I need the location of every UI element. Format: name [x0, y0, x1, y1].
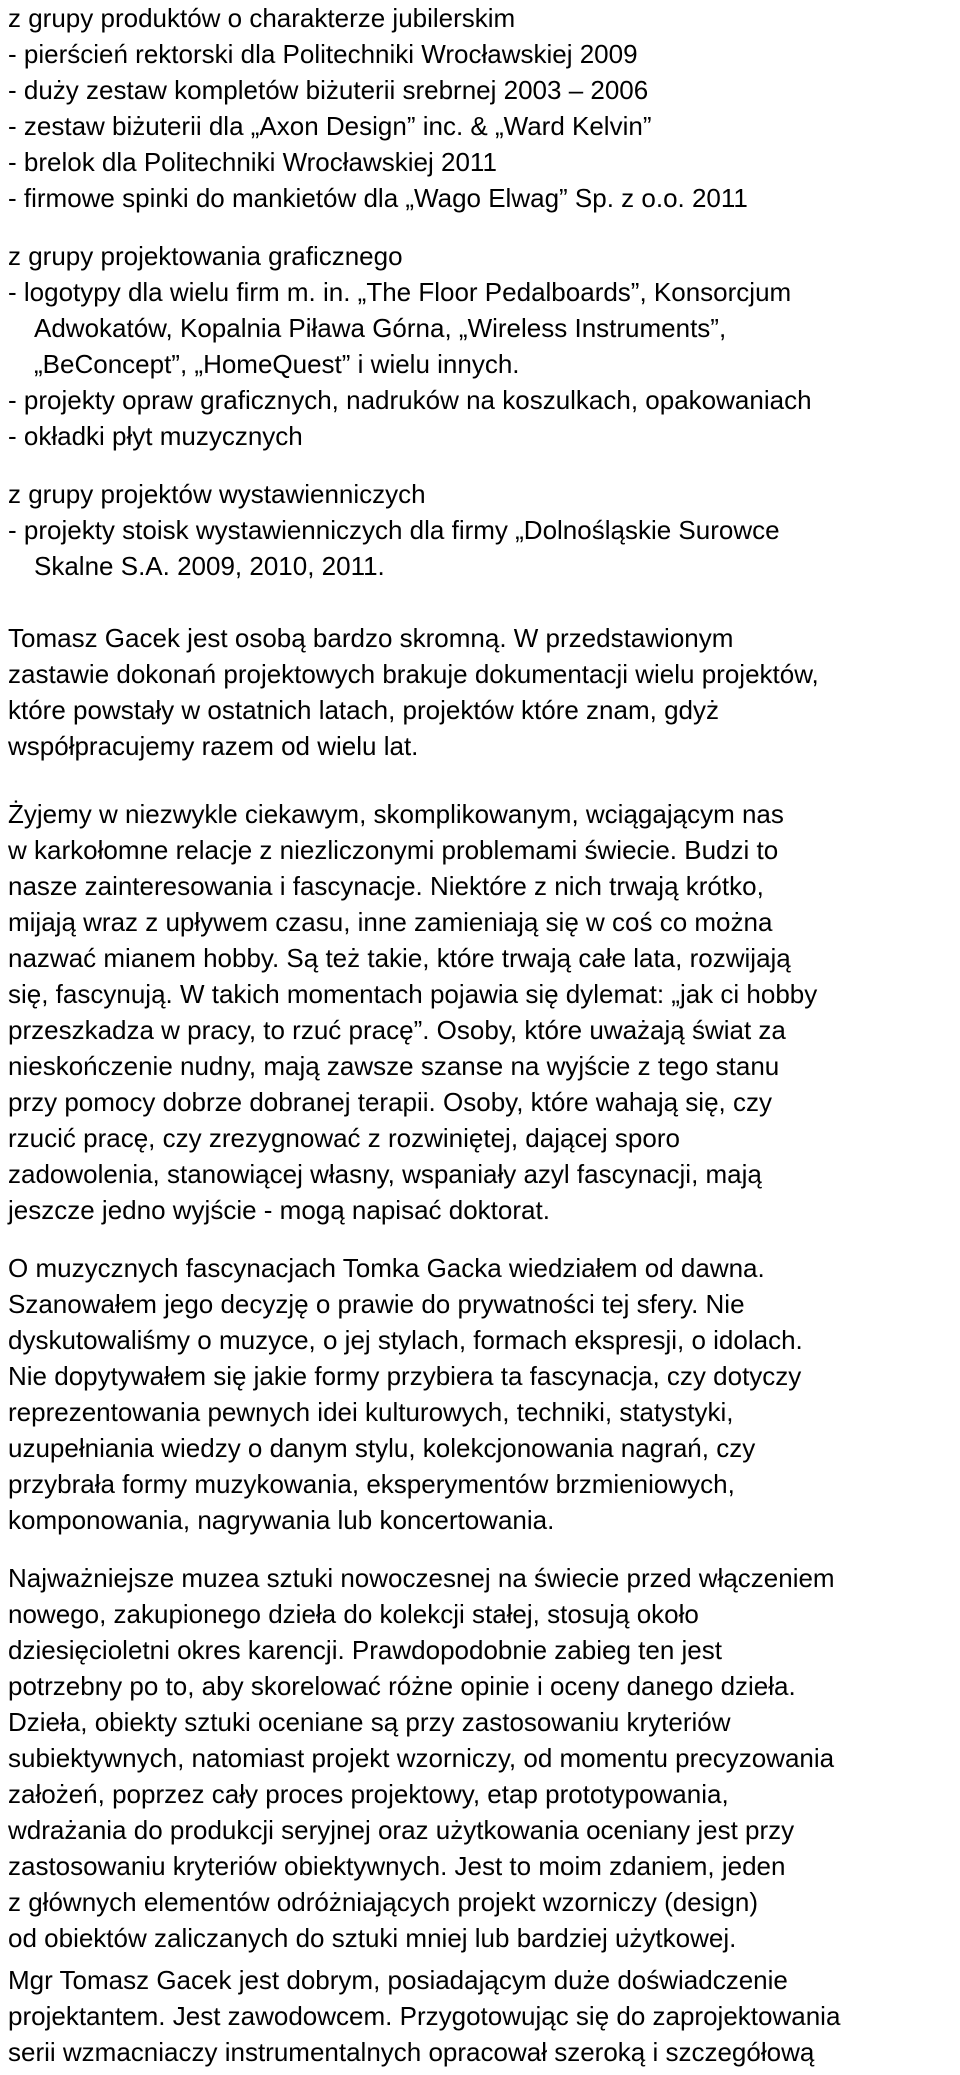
paragraph-line: wdrażania do produkcji seryjnej oraz użytkowania oceniany jest przy	[8, 1815, 795, 1845]
paragraph-3	[8, 1250, 958, 1538]
paragraph-line: Tomasz Gacek jest osobą bardzo skromną. W przedstawionym	[8, 623, 734, 653]
paragraph-line: nowego, zakupionego dzieła do kolekcji stałej, stosują około	[8, 1599, 699, 1629]
paragraph-1	[8, 620, 958, 764]
paragraph-line: projektantem. Jest zawodowcem. Przygotowując się do zaprojektowania	[8, 2001, 841, 2031]
paragraph-line: rzucić pracę, czy zrezygnować z rozwiniętej, dającej sporo	[8, 1123, 680, 1153]
paragraph-line: od obiektów zaliczanych do sztuki mniej lub bardziej użytkowej.	[8, 1923, 737, 1953]
paragraph-line: przy pomocy dobrze dobranej terapii. Osoby, które wahają się, czy	[8, 1087, 772, 1117]
paragraph-line: potrzebny po to, aby skorelować różne opinie i oceny danego dzieła.	[8, 1671, 796, 1701]
paragraph-line: uzupełniania wiedzy o danym stylu, kolekcjonowania nagrań, czy	[8, 1433, 756, 1463]
paragraph-line: dyskutowaliśmy o muzyce, o jej stylach, formach ekspresji, o idolach.	[8, 1325, 803, 1355]
paragraph-line: przeszkadza w pracy, to rzuć pracę”. Osoby, które uważają świat za	[8, 1015, 786, 1045]
section-heading-exhibition: z grupy projektów wystawienniczych	[8, 479, 426, 509]
section-graphic	[8, 238, 958, 454]
list-item: - firmowe spinki do mankietów dla „Wago Elwag” Sp. z o.o. 2011	[8, 183, 748, 213]
paragraph-line: założeń, poprzez cały proces projektowy, etap prototypowania,	[8, 1779, 729, 1809]
list-item: - okładki płyt muzycznych	[8, 421, 303, 451]
list-item: - projekty opraw graficznych, nadruków na koszulkach, opakowaniach	[8, 385, 812, 415]
list-item: - pierścień rektorski dla Politechniki Wrocławskiej 2009	[8, 39, 638, 69]
paragraph-5	[8, 1962, 958, 2070]
section-jewelry	[8, 0, 958, 216]
paragraph-4	[8, 1560, 958, 1956]
list-item: - zestaw biżuterii dla „Axon Design” inc. & „Ward Kelvin”	[8, 111, 652, 141]
paragraph-line: Szanowałem jego decyzję o prawie do prywatności tej sfery. Nie	[8, 1289, 745, 1319]
paragraph-line: serii wzmacniaczy instrumentalnych opracował szeroką i szczegółową	[8, 2037, 815, 2067]
section-exhibition	[8, 476, 958, 584]
paragraph-line: Najważniejsze muzea sztuki nowoczesnej na świecie przed włączeniem	[8, 1563, 835, 1593]
list-item: - projekty stoisk wystawienniczych dla firmy „Dolnośląskie Surowce	[8, 515, 780, 545]
paragraph-line: współpracujemy razem od wielu lat.	[8, 731, 419, 761]
paragraph-line: dziesięcioletni okres karencji. Prawdopodobnie zabieg ten jest	[8, 1635, 722, 1665]
list-item: - duży zestaw kompletów biżuterii srebrnej 2003 – 2006	[8, 75, 649, 105]
paragraph-line: przybrała formy muzykowania, eksperymentów brzmieniowych,	[8, 1469, 735, 1499]
paragraph-line: z głównych elementów odróżniających projekt wzorniczy (design)	[8, 1887, 759, 1917]
paragraph-line: zastosowaniu kryteriów obiektywnych. Jest to moim zdaniem, jeden	[8, 1851, 786, 1881]
paragraph-line: O muzycznych fascynacjach Tomka Gacka wiedziałem od dawna.	[8, 1253, 765, 1283]
paragraph-line: Dzieła, obiekty sztuki oceniane są przy zastosowaniu kryteriów	[8, 1707, 731, 1737]
list-item-continuation: Adwokatów, Kopalnia Piława Górna, „Wireless Instruments”,	[34, 313, 727, 343]
list-item-continuation: „BeConcept”, „HomeQuest” i wielu innych.	[34, 349, 520, 379]
paragraph-line: Mgr Tomasz Gacek jest dobrym, posiadającym duże doświadczenie	[8, 1965, 788, 1995]
paragraph-line: komponowania, nagrywania lub koncertowania.	[8, 1505, 555, 1535]
paragraph-line: subiektywnych, natomiast projekt wzorniczy, od momentu precyzowania	[8, 1743, 835, 1773]
section-heading-graphic: z grupy projektowania graficznego	[8, 241, 403, 271]
paragraph-line: które powstały w ostatnich latach, projektów które znam, gdyż	[8, 695, 719, 725]
paragraph-line: Nie dopytywałem się jakie formy przybiera ta fascynacja, czy dotyczy	[8, 1361, 802, 1391]
section-heading-jewelry: z grupy produktów o charakterze jubilerskim	[8, 3, 516, 33]
paragraph-line: jeszcze jedno wyjście - mogą napisać doktorat.	[8, 1195, 550, 1225]
list-item-continuation: Skalne S.A. 2009, 2010, 2011.	[34, 551, 385, 581]
paragraph-2	[8, 796, 958, 1228]
paragraph-line: zastawie dokonań projektowych brakuje dokumentacji wielu projektów,	[8, 659, 819, 689]
paragraph-line: Żyjemy w niezwykle ciekawym, skomplikowanym, wciągającym nas	[8, 799, 784, 829]
paragraph-line: nasze zainteresowania i fascynacje. Niektóre z nich trwają krótko,	[8, 871, 764, 901]
paragraph-line: reprezentowania pewnych idei kulturowych, techniki, statystyki,	[8, 1397, 734, 1427]
paragraph-line: zadowolenia, stanowiącej własny, wspaniały azyl fascynacji, mają	[8, 1159, 762, 1189]
list-item: - brelok dla Politechniki Wrocławskiej 2011	[8, 147, 497, 177]
paragraph-line: nazwać mianem hobby. Są też takie, które trwają całe lata, rozwijają	[8, 943, 791, 973]
paragraph-line: w karkołomne relacje z niezliczonymi problemami świecie. Budzi to	[8, 835, 779, 865]
paragraph-line: mijają wraz z upływem czasu, inne zamieniają się w coś co można	[8, 907, 773, 937]
paragraph-line: nieskończenie nudny, mają zawsze szanse na wyjście z tego stanu	[8, 1051, 780, 1081]
list-item: - logotypy dla wielu firm m. in. „The Floor Pedalboards”, Konsorcjum	[8, 277, 792, 307]
paragraph-line: się, fascynują. W takich momentach pojawia się dylemat: „jak ci hobby	[8, 979, 818, 1009]
